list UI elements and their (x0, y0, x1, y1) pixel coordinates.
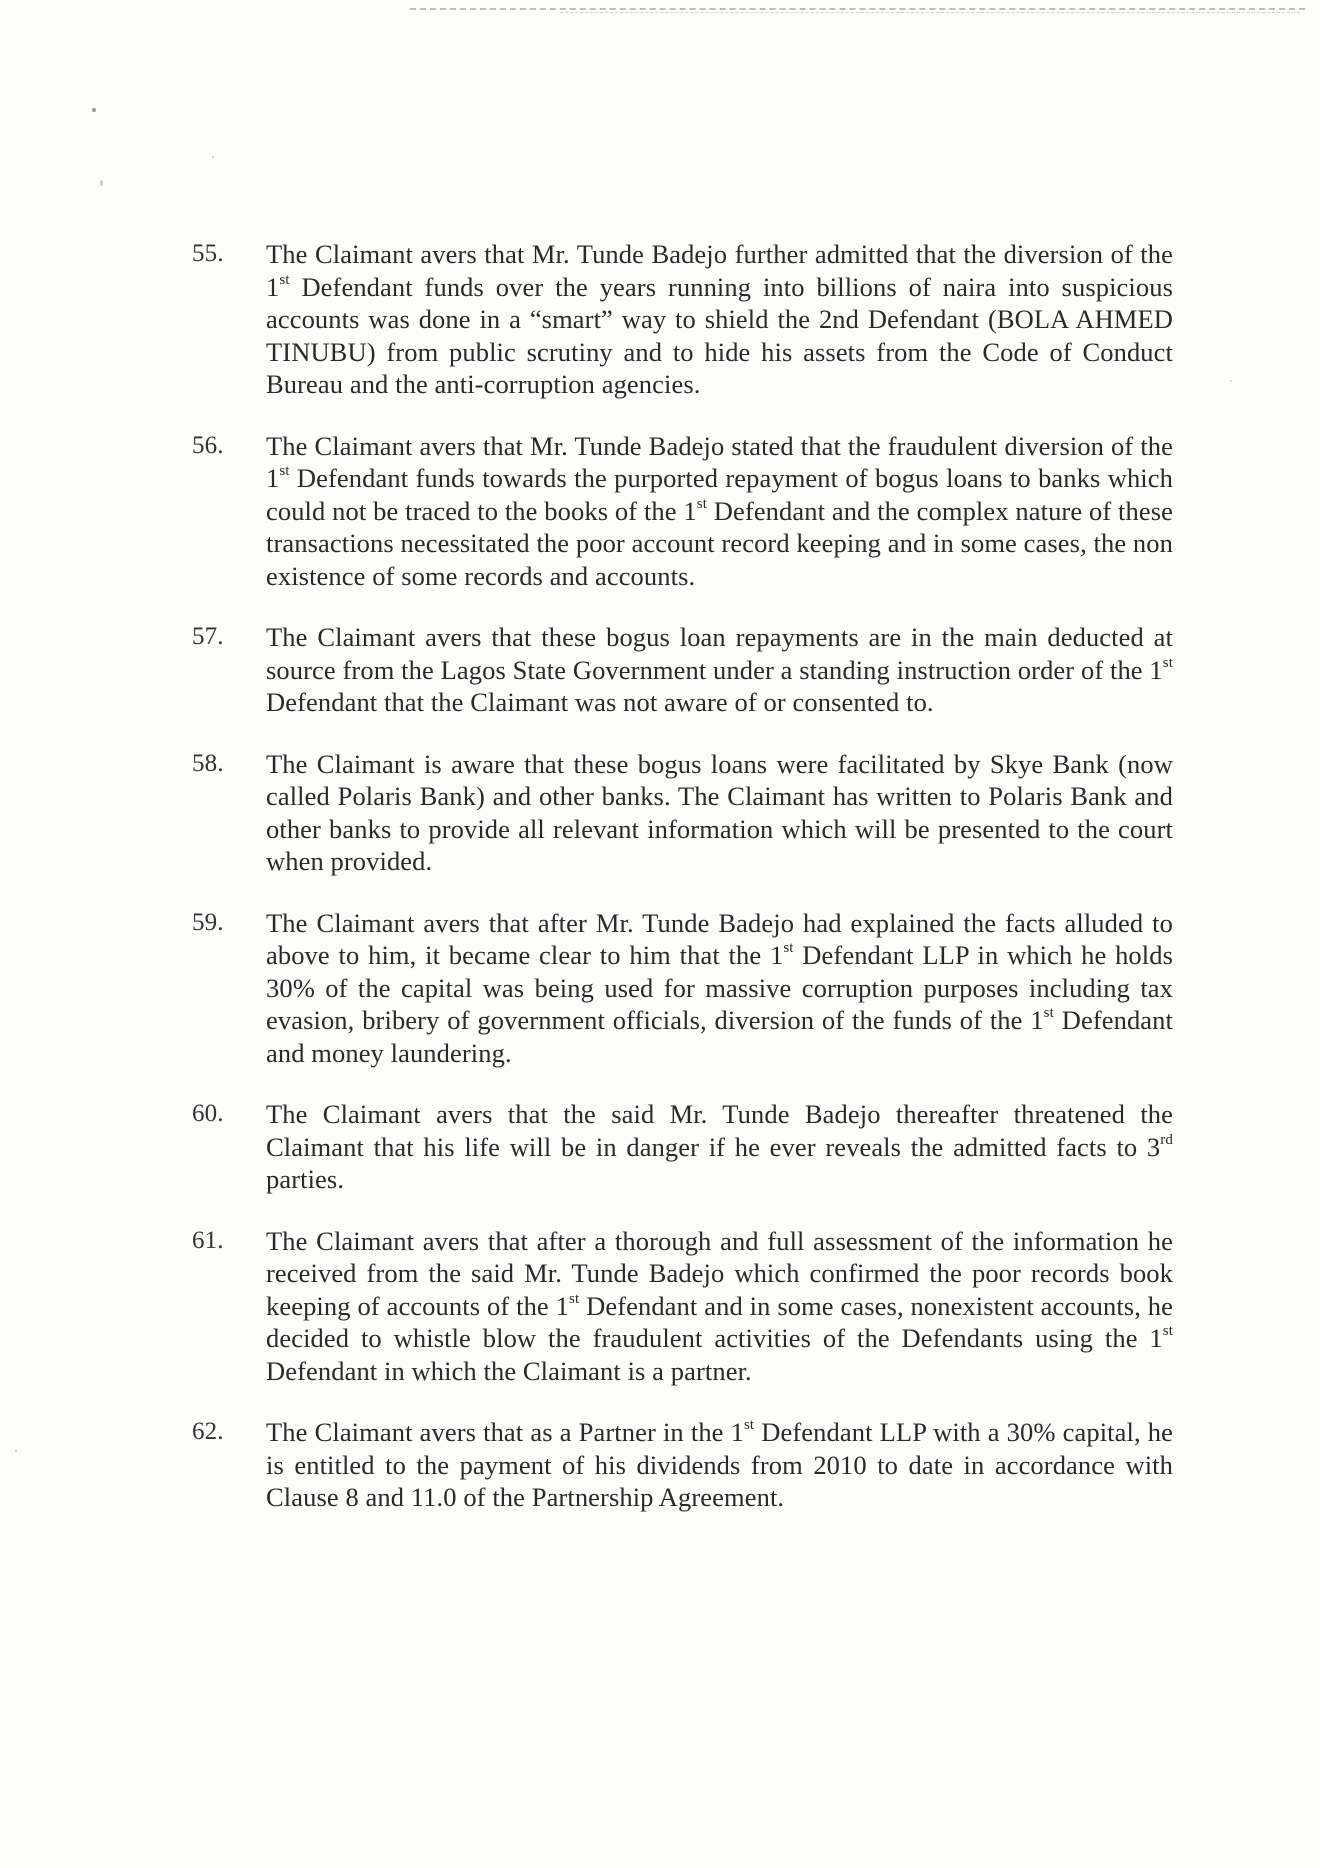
text-run: Defendant and in some cases, nonexistent accounts, he decided to whistle blow the fraudulent activities of the Defendants using the 1 (266, 1290, 1173, 1353)
text-run: The Claimant is aware that these bogus loans were facilitated by Skye Bank (now called Polaris Bank) and other banks. The Claimant has written to Polaris Bank and other banks to provide all relevant information which will be presented to the court when provided. (266, 748, 1173, 876)
text-run: Defendant LLP in which he holds 30% of the capital was being used for massive corruption purposes including tax evasion, bribery of government officials, diversion of the funds of the 1 (266, 940, 1173, 1035)
scan-speck (15, 1450, 17, 1452)
text-run: Defendant and money laundering. (266, 1005, 1173, 1068)
ordinal-superscript: st (1043, 1005, 1054, 1022)
numbered-paragraph (188, 430, 1173, 593)
paragraph-text (266, 431, 1173, 591)
ordinal-superscript: st (279, 271, 290, 288)
numbered-paragraph (188, 748, 1173, 878)
paragraph-number: 56. (192, 431, 224, 459)
paragraph-text (266, 1417, 1173, 1512)
paragraph-text (266, 749, 1173, 877)
text-run: parties. (266, 1164, 345, 1194)
ordinal-superscript: st (696, 495, 707, 512)
ordinal-superscript: st (783, 940, 794, 957)
text-run: Defendant and the complex nature of these transactions necessitated the poor account record keeping and in some cases, the non existence of some records and accounts. (266, 495, 1174, 591)
paragraph-number: 61. (192, 1226, 224, 1254)
ordinal-superscript: st (1162, 1323, 1173, 1340)
text-run: Defendant funds towards the purported repayment of bogus loans to banks which could not be traced to the books of the 1 (266, 463, 1173, 526)
paragraph-number: 57. (192, 623, 224, 650)
paragraph-text (266, 1226, 1173, 1386)
text-run: Defendant LLP with a 30% capital, he is entitled to the payment of his dividends from 2010 to date in accordance with Clause 8 and 11.0 of the Partnership Agreement. (266, 1417, 1173, 1512)
scan-artifact-line (560, 12, 1300, 17)
numbered-paragraph (188, 907, 1173, 1070)
document-body (188, 238, 1173, 1543)
scan-speck (1230, 380, 1232, 382)
paragraph-number: 62. (192, 1418, 224, 1445)
numbered-paragraph (188, 621, 1173, 719)
numbered-paragraph (188, 1416, 1173, 1514)
text-run: The Claimant avers that after Mr. Tunde Badejo had explained the facts alluded to above to him, it became clear to him that the 1 (266, 907, 1173, 970)
text-run: The Claimant avers that the said Mr. Tunde Badejo thereafter threatened the Claimant that his life will be in danger if he ever reveals the admitted facts to 3 (266, 1099, 1173, 1162)
paragraph-text (266, 1099, 1173, 1194)
text-run: The Claimant avers that Mr. Tunde Badejo further admitted that the diversion of the 1 (266, 239, 1173, 302)
text-run: The Claimant avers that after a thorough and full assessment of the information he received from the said Mr. Tunde Badejo which confirmed the poor records book keeping of accounts of the 1 (266, 1225, 1173, 1321)
numbered-paragraph (188, 1225, 1173, 1388)
ordinal-superscript: rd (1160, 1131, 1173, 1148)
paragraph-number: 60. (192, 1100, 224, 1127)
text-run: The Claimant avers that as a Partner in the 1 (266, 1417, 744, 1447)
scan-speck (100, 180, 103, 186)
text-run: Defendant that the Claimant was not aware of or consented to. (266, 687, 934, 717)
paragraph-number: 55. (192, 240, 224, 267)
paragraph-text (266, 908, 1173, 1068)
numbered-paragraph (188, 238, 1173, 401)
paragraph-text (266, 239, 1173, 399)
ordinal-superscript: st (743, 1417, 755, 1434)
ordinal-superscript: st (279, 463, 290, 480)
scan-speck (92, 108, 96, 112)
text-run: Defendant funds over the years running into billions of naira into suspicious accounts was done in a “smart” way to shield the 2nd Defendant (BOLA AHMED TINUBU) from public scrutiny and to hide his assets from the Code of Conduct Bureau and the anti-corruption agencies. (266, 271, 1173, 399)
text-run: Defendant in which the Claimant is a partner. (266, 1355, 752, 1386)
numbered-paragraph (188, 1098, 1173, 1196)
paragraph-text (266, 622, 1173, 717)
scan-speck (212, 156, 214, 158)
text-run: The Claimant avers that these bogus loan repayments are in the main deducted at source from the Lagos State Government under a standing instruction order of the 1 (266, 622, 1173, 685)
ordinal-superscript: st (569, 1290, 580, 1307)
ordinal-superscript: st (1162, 654, 1173, 671)
text-run: The Claimant avers that Mr. Tunde Badejo stated that the fraudulent diversion of the 1 (266, 430, 1173, 493)
paragraph-number: 58. (192, 749, 224, 777)
paragraph-number: 59. (192, 908, 224, 936)
